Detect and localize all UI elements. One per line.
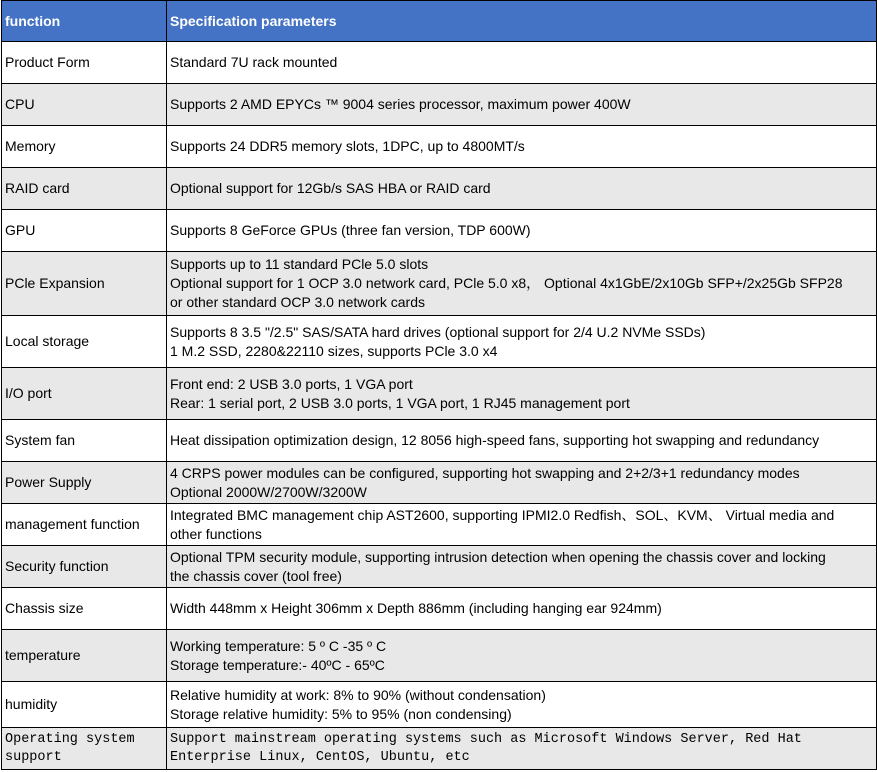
specification-line: other functions xyxy=(170,525,262,542)
table-header-row xyxy=(2,1,877,42)
function-cell: I/O port xyxy=(2,368,167,420)
table-row xyxy=(2,84,877,126)
specification-table xyxy=(1,0,877,770)
specification-line: 4 CRPS power modules can be configured, supporting hot swapping and 2+2/3+1 redundancy modes xyxy=(170,464,800,481)
specification-line: Heat dissipation optimization design, 12 8056 high-speed fans, supporting hot swapping and redundancy xyxy=(170,432,820,448)
specification-line: Storage relative humidity: 5% to 95% (non condensing) xyxy=(170,705,512,722)
specification-cell xyxy=(167,368,877,420)
function-cell: temperature xyxy=(2,630,167,682)
specification-line: Width 448mm x Height 306mm x Depth 886mm (including hanging ear 924mm) xyxy=(170,600,662,616)
function-cell: humidity xyxy=(2,682,167,728)
header-specification: Specification parameters xyxy=(167,1,877,42)
table-row xyxy=(2,462,877,504)
function-cell: Product Form xyxy=(2,42,167,84)
specification-line: Supports 2 AMD EPYCs ™ 9004 series processor, maximum power 400W xyxy=(170,96,631,112)
specification-cell xyxy=(167,126,877,168)
specification-cell xyxy=(167,682,877,728)
function-cell: Local storage xyxy=(2,316,167,368)
specification-cell xyxy=(167,42,877,84)
specification-line: Supports up to 11 standard PCle 5.0 slots xyxy=(170,256,429,272)
specification-cell xyxy=(167,546,877,588)
table-row xyxy=(2,728,877,770)
specification-cell xyxy=(167,504,877,546)
specification-line: Relative humidity at work: 8% to 90% (without condensation) xyxy=(170,686,546,703)
function-cell: GPU xyxy=(2,210,167,252)
function-cell: Chassis size xyxy=(2,588,167,630)
specification-line: Supports 24 DDR5 memory slots, 1DPC, up to 4800MT/s xyxy=(170,138,525,154)
table-row xyxy=(2,316,877,368)
table-row xyxy=(2,682,877,728)
specification-cell xyxy=(167,588,877,630)
function-cell: RAID card xyxy=(2,168,167,210)
table-row xyxy=(2,126,877,168)
specification-cell xyxy=(167,462,877,504)
specification-line: Optional 2000W/2700W/3200W xyxy=(170,483,367,500)
specification-line: Standard 7U rack mounted xyxy=(170,54,338,70)
table-body xyxy=(2,42,877,770)
function-cell: PCle Expansion xyxy=(2,252,167,316)
table-row xyxy=(2,504,877,546)
specification-line: Support mainstream operating systems such as Microsoft Windows Server, Red Hat Enterprise Linux, CentOS, Ubuntu, etc xyxy=(170,731,802,765)
specification-line: Storage temperature:- 40ºC - 65ºC xyxy=(170,656,385,673)
specification-line: or other standard OCP 3.0 network cards xyxy=(170,294,425,310)
specification-cell xyxy=(167,168,877,210)
function-cell: Power Supply xyxy=(2,462,167,504)
function-cell: Operating system support xyxy=(2,728,167,770)
header-function: function xyxy=(2,1,167,42)
function-cell: management function xyxy=(2,504,167,546)
specification-cell xyxy=(167,316,877,368)
specification-line: Optional TPM security module, supporting intrusion detection when opening the chassis cover and locking xyxy=(170,548,826,565)
specification-cell xyxy=(167,420,877,462)
specification-cell xyxy=(167,728,877,770)
specification-line: Integrated BMC management chip AST2600, supporting IPMI2.0 Redfish、SOL、KVM、 Virtual media and xyxy=(170,506,835,523)
function-cell: Security function xyxy=(2,546,167,588)
specification-line: 1 M.2 SSD, 2280&22110 sizes, supports PCle 3.0 x4 xyxy=(170,342,498,359)
specification-cell xyxy=(167,210,877,252)
function-cell: Memory xyxy=(2,126,167,168)
specification-line: Supports 8 3.5 "/2.5" SAS/SATA hard drives (optional support for 2/4 U.2 NVMe SSDs) xyxy=(170,323,706,340)
specification-line: Working temperature: 5 º C -35 º C xyxy=(170,637,387,654)
specification-line: Supports 8 GeForce GPUs (three fan version, TDP 600W) xyxy=(170,222,531,238)
specification-line: Front end: 2 USB 3.0 ports, 1 VGA port xyxy=(170,375,413,392)
table-row xyxy=(2,630,877,682)
specification-cell xyxy=(167,252,877,316)
specification-line: Optional support for 1 OCP 3.0 network card, PCle 5.0 x8， Optional 4x1GbE/2x10Gb SFP+/2x25Gb SFP28 xyxy=(170,275,843,291)
function-cell: System fan xyxy=(2,420,167,462)
table-row xyxy=(2,42,877,84)
specification-line: Rear: 1 serial port, 2 USB 3.0 ports, 1 VGA port, 1 RJ45 management port xyxy=(170,394,630,411)
specification-line: the chassis cover (tool free) xyxy=(170,567,342,584)
specification-cell xyxy=(167,630,877,682)
table-row xyxy=(2,546,877,588)
table-row xyxy=(2,168,877,210)
specification-cell xyxy=(167,84,877,126)
specification-line: Optional support for 12Gb/s SAS HBA or RAID card xyxy=(170,180,491,196)
table-row xyxy=(2,420,877,462)
table-row xyxy=(2,210,877,252)
table-row xyxy=(2,252,877,316)
table-row xyxy=(2,368,877,420)
function-cell: CPU xyxy=(2,84,167,126)
table-row xyxy=(2,588,877,630)
